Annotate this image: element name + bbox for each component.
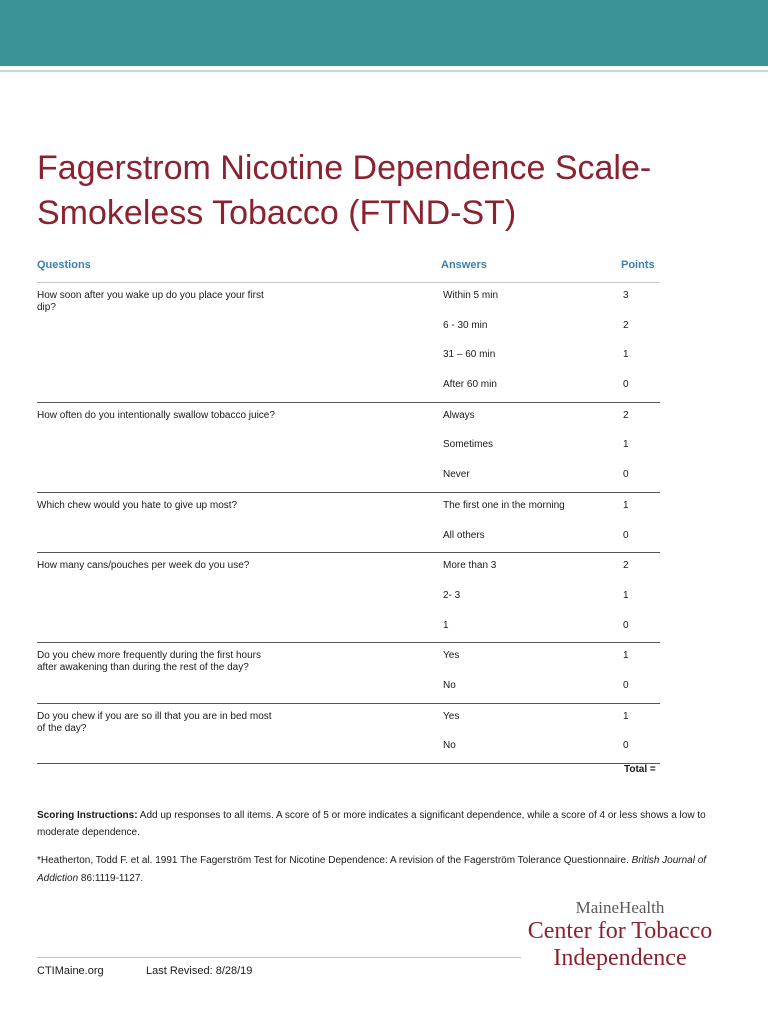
answer-points: 1 bbox=[623, 650, 629, 662]
question-row bbox=[37, 643, 660, 703]
answer-option: Yes bbox=[443, 710, 460, 722]
answer-points: 1 bbox=[623, 589, 629, 601]
answer-points: 0 bbox=[623, 379, 629, 391]
logo-org: MaineHealth bbox=[575, 898, 665, 917]
answer-points: 0 bbox=[623, 740, 629, 752]
answer-points: 1 bbox=[623, 439, 629, 451]
scoring-instructions bbox=[37, 807, 737, 841]
answer-option: More than 3 bbox=[443, 560, 497, 572]
answer-points: 0 bbox=[623, 680, 629, 692]
reference-citation: 86:1119-1127. bbox=[80, 873, 144, 884]
reference-text: *Heatherton, Todd F. et al. 1991 The Fagerström Test for Nicotine Dependence: A revision of the Fagerström Tolerance Questionnaire. bbox=[37, 855, 629, 866]
answer-option: After 60 min bbox=[443, 379, 497, 391]
answer-points: 1 bbox=[623, 499, 629, 511]
answer-points: 3 bbox=[623, 290, 629, 301]
scoring-text: Add up responses to all items. A score of 5 or more indicates a significant dependence, while a score of 4 or less shows a low to moderate dependence. bbox=[37, 810, 706, 838]
answer-option: Yes bbox=[443, 650, 460, 662]
total-label: Total = bbox=[624, 764, 656, 775]
footer-revised-date: Last Revised: 8/28/19 bbox=[146, 965, 253, 977]
page-title-line-1: Fagerstrom Nicotine Dependence Scale- bbox=[37, 149, 652, 187]
question-row bbox=[37, 493, 660, 553]
page-title bbox=[37, 146, 737, 236]
question-row bbox=[37, 283, 660, 403]
reference-note bbox=[37, 852, 737, 888]
answer-option: 1 bbox=[443, 619, 449, 631]
answer-points: 2 bbox=[623, 409, 629, 421]
page-title-line-2: Smokeless Tobacco (FTND-ST) bbox=[37, 194, 517, 232]
question-text: Do you chew if you are so ill that you are in bed most of the day? bbox=[37, 710, 272, 734]
answer-points: 0 bbox=[623, 469, 629, 481]
answer-points: 0 bbox=[623, 529, 629, 541]
answer-points: 2 bbox=[623, 319, 629, 331]
logo-line-2: Independence bbox=[553, 945, 687, 971]
scoring-label: Scoring Instructions: bbox=[37, 810, 138, 821]
answer-option: Never bbox=[443, 469, 470, 481]
row-divider bbox=[37, 763, 660, 764]
answer-option: No bbox=[443, 740, 456, 752]
question-row bbox=[37, 403, 660, 493]
question-row bbox=[37, 553, 660, 643]
answer-points: 0 bbox=[623, 619, 629, 631]
answer-option: Sometimes bbox=[443, 439, 494, 451]
answer-points: 1 bbox=[623, 349, 629, 361]
column-header-points: Points bbox=[621, 259, 655, 271]
question-text: How often do you intentionally swallow tobacco juice? bbox=[37, 409, 275, 421]
question-text: How soon after you wake up do you place your first dip? bbox=[37, 290, 264, 313]
header-rule bbox=[0, 70, 768, 72]
question-text: How many cans/pouches per week do you use? bbox=[37, 560, 250, 572]
question-row bbox=[37, 704, 660, 764]
header-banner bbox=[0, 0, 768, 66]
question-text: Do you chew more frequently during the first hours after awakening than during the rest of the day? bbox=[37, 650, 261, 674]
footer-rule bbox=[37, 957, 521, 958]
logo-line-1: Center for Tobacco bbox=[527, 918, 713, 944]
answer-option: All others bbox=[443, 529, 485, 541]
answer-option: Within 5 min bbox=[443, 290, 499, 301]
answer-option: 6 - 30 min bbox=[443, 319, 488, 331]
question-text: Which chew would you hate to give up most? bbox=[37, 499, 238, 511]
footer-site-link[interactable]: CTIMaine.org bbox=[37, 965, 104, 977]
answer-option: 2- 3 bbox=[443, 589, 461, 601]
maine-health-logo bbox=[500, 898, 740, 972]
answer-option: No bbox=[443, 680, 456, 692]
answer-points: 1 bbox=[623, 710, 629, 722]
column-header-answers: Answers bbox=[441, 259, 487, 271]
answer-option: Always bbox=[443, 409, 475, 421]
reference-journal: British Journal of Addiction bbox=[37, 855, 707, 884]
column-header-questions: Questions bbox=[37, 259, 91, 271]
answer-points: 2 bbox=[623, 560, 629, 572]
answer-option: The first one in the morning bbox=[443, 499, 565, 511]
answer-option: 31 – 60 min bbox=[443, 349, 496, 361]
